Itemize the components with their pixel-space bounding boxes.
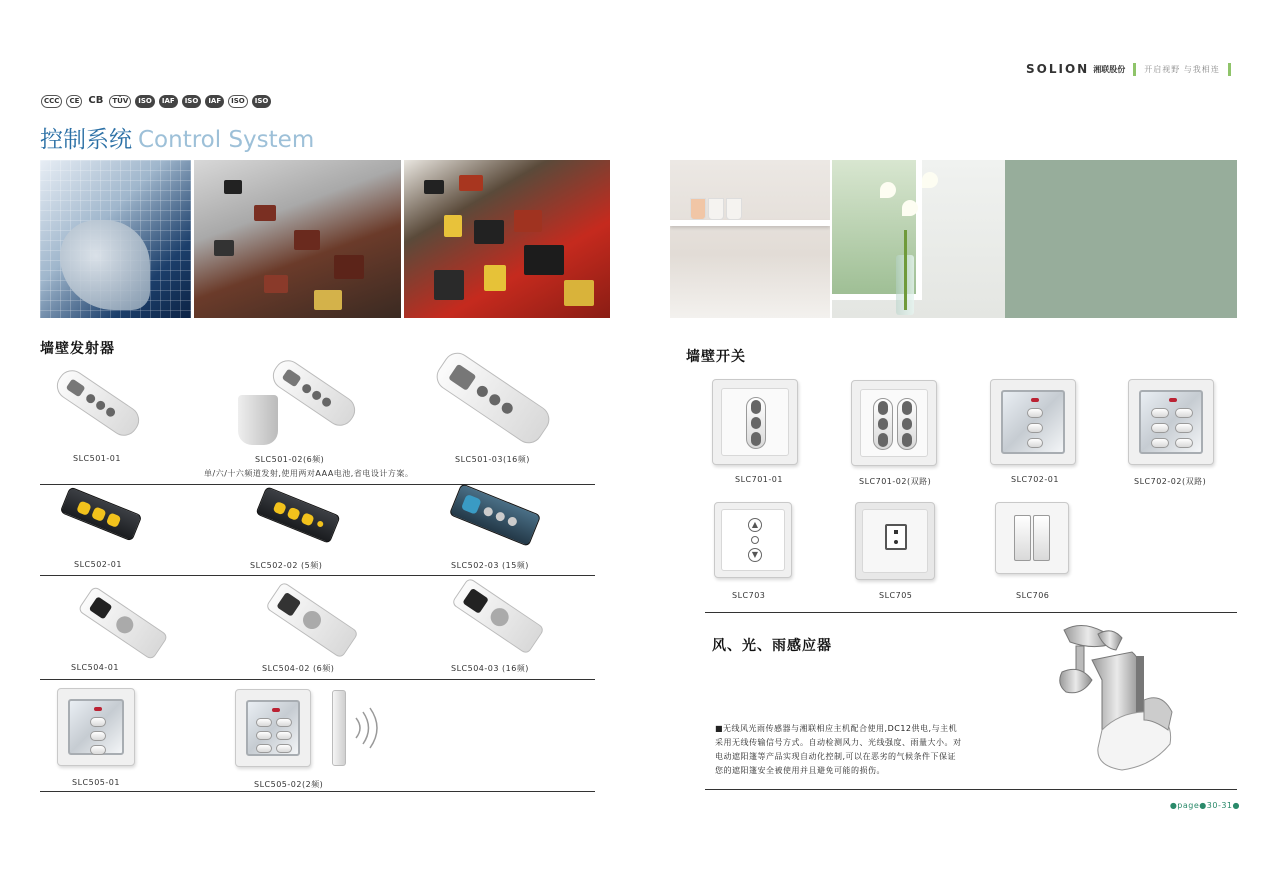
ce-cert-icon: CE [66, 95, 82, 108]
product-slc505-01 [57, 688, 135, 766]
banner-photo-relay-board [404, 160, 610, 318]
product-slc504-01 [77, 585, 168, 660]
product-wind-light-rain-sensor [1052, 620, 1182, 780]
sensor-description-line: 电动遮阳篷等产品实现自动化控制,可以在恶劣的气候条件下保证 [715, 752, 957, 761]
product-slc501-01 [51, 365, 144, 441]
stop-icon [751, 536, 759, 544]
product-slc702-02 [1128, 379, 1214, 465]
divider [40, 679, 595, 680]
product-slc505-02 [235, 689, 311, 767]
product-slc701-02 [851, 380, 937, 466]
divider [40, 484, 595, 485]
model-label: SLC501-01 [73, 454, 121, 463]
brand-header [1026, 61, 1235, 77]
model-label: SLC502-01 [74, 560, 122, 569]
product-slc504-03 [451, 577, 545, 655]
iaf-cert-icon: IAF [159, 95, 178, 108]
section-title-wall-switch: 墙壁开关 [686, 349, 746, 365]
sensor-description [715, 722, 962, 778]
product-slc701-01 [712, 379, 798, 465]
brand-slogan: 开启视野 与我相连 [1144, 64, 1220, 74]
model-label: SLC501-02(6频) [255, 455, 325, 464]
cb-cert-icon: CB [88, 95, 104, 106]
divider [40, 575, 595, 576]
model-label: SLC504-03 (16频) [451, 664, 529, 673]
product-slc502-03 [449, 483, 541, 547]
divider [40, 791, 595, 792]
model-label: SLC703 [732, 591, 766, 600]
model-label: SLC502-02 (5频) [250, 561, 323, 570]
divider [705, 789, 1237, 790]
ccc-cert-icon: CCC [41, 95, 62, 108]
model-label: SLC701-02(双路) [859, 477, 932, 486]
model-label: SLC706 [1016, 591, 1050, 600]
banner-photo-hand-digital [40, 160, 191, 318]
section-title-wall-transmitter: 墙壁发射器 [40, 341, 115, 357]
model-label: SLC502-03 (15频) [451, 561, 529, 570]
iso-cert-icon-4: ISO [252, 95, 272, 108]
product-slc705 [855, 502, 935, 580]
product-slc502-01 [60, 486, 143, 541]
model-label: SLC501-03(16频) [455, 455, 530, 464]
banner-photo-window-flowers [832, 160, 1005, 318]
banner-photo-shelf [670, 160, 830, 318]
page-title [40, 121, 314, 154]
title-cn: 控制系统 [40, 127, 132, 153]
model-label: SLC702-01 [1011, 475, 1059, 484]
model-label: SLC705 [879, 591, 913, 600]
tuv-cert-icon: TÜV [109, 95, 131, 108]
title-en: Control System [138, 127, 315, 153]
sensor-description-line: ■无线风光雨传感器与湘联相应主机配合使用,DC12供电,与主机 [715, 724, 958, 733]
product-slc504-02 [265, 581, 359, 659]
model-label: SLC504-01 [71, 663, 119, 672]
up-arrow-icon: ▲ [748, 518, 762, 532]
section-title-sensor: 风、光、雨感应器 [712, 638, 832, 654]
banner-photo-circuit-board [194, 160, 401, 318]
product-slc706 [995, 502, 1069, 574]
brand-divider [1133, 63, 1136, 76]
divider [705, 612, 1237, 613]
product-slc501-02-holder [238, 395, 278, 445]
iaf-cert-icon-2: IAF [205, 95, 224, 108]
brand-logo: SOLION [1026, 62, 1090, 76]
rocker-switch [885, 524, 907, 550]
iso-cert-icon: ISO [135, 95, 155, 108]
model-label: SLC701-01 [735, 475, 783, 484]
banner-color-block [1005, 160, 1237, 318]
product-slc501-02 [267, 355, 360, 431]
product-slc505-02-side [332, 690, 346, 766]
certification-logos [41, 95, 271, 108]
sensor-description-line: 采用无线传输信号方式。自动检测风力、光线强度、雨量大小。对 [715, 738, 962, 747]
model-label: SLC702-02(双路) [1134, 477, 1207, 486]
model-label: SLC505-02(2频) [254, 780, 324, 789]
page-number: ●page●30-31● [1169, 801, 1240, 810]
product-slc703 [714, 502, 792, 578]
row-note: 单/六/十六频道发射,使用两对AAA电池,省电设计方案。 [204, 469, 414, 478]
down-arrow-icon: ▼ [748, 548, 762, 562]
brand-logo-cn: 湘联股份 [1093, 64, 1126, 74]
iso-cert-icon-2: ISO [182, 95, 202, 108]
model-label: SLC504-02 (6频) [262, 664, 335, 673]
signal-waves-icon [352, 706, 382, 750]
product-slc501-03 [431, 347, 555, 448]
sensor-description-line: 您的遮阳篷安全被使用并且避免可能的损伤。 [715, 766, 885, 775]
model-label: SLC505-01 [72, 778, 120, 787]
product-slc702-01 [990, 379, 1076, 465]
brand-divider-right [1228, 63, 1231, 76]
product-slc502-02 [255, 486, 340, 544]
iso-cert-icon-3: ISO [228, 95, 248, 108]
